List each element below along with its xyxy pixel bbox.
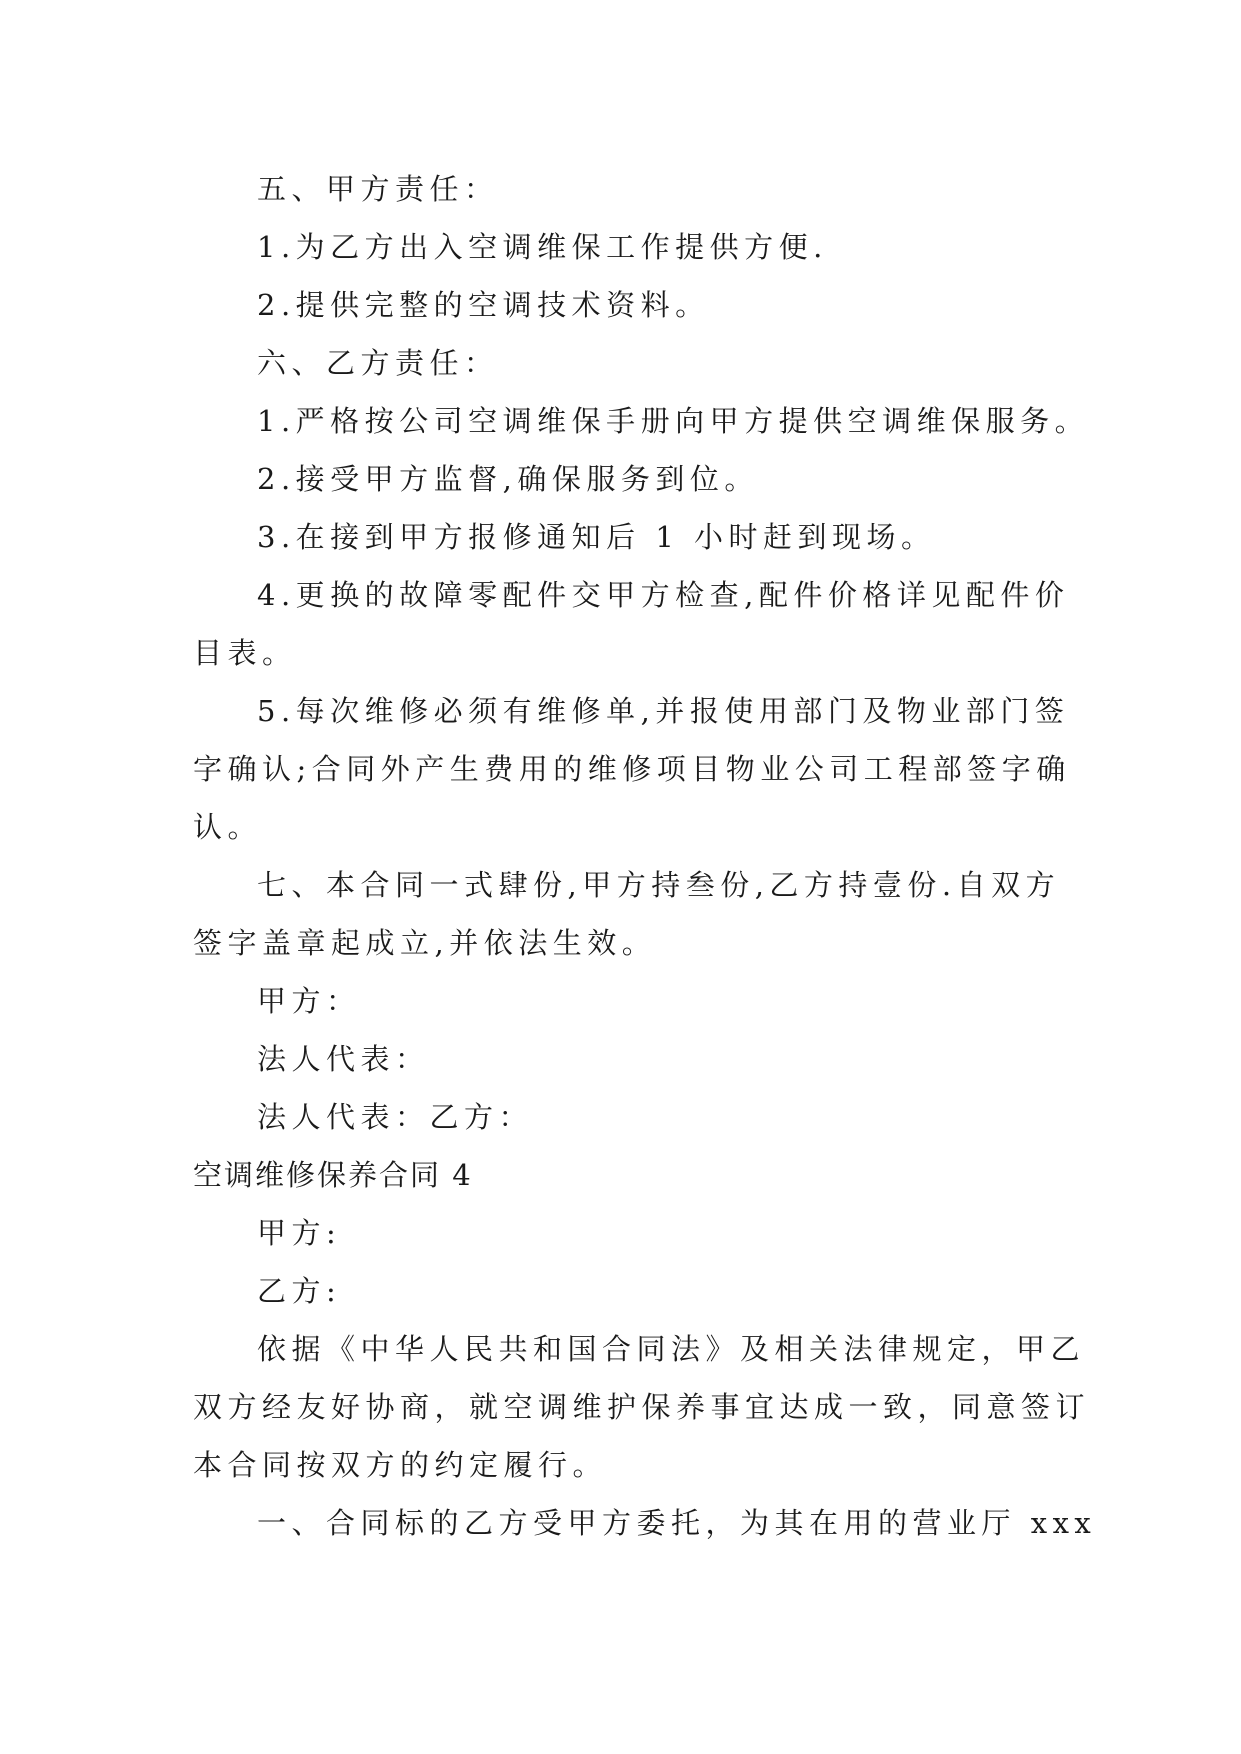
signature-party-a: 甲方： — [257, 984, 361, 1018]
section-heading-subject: 一、合同标的乙方受甲方委托，为其在用的营业厅 xxx — [257, 1506, 1097, 1540]
paragraph-line: 4.更换的故障零配件交甲方检查,配件价格详见配件价 — [257, 578, 1070, 612]
contract-title: 空调维修保养合同 4 — [193, 1158, 473, 1192]
document-body — [193, 160, 1097, 1552]
paragraph-line: 1.严格按公司空调维保手册向甲方提供空调维保服务。 — [257, 404, 1090, 438]
section-heading-party-a-duties: 五、甲方责任： — [257, 172, 499, 206]
paragraph-line: 目表。 — [193, 636, 297, 670]
party-b-label: 乙方: — [257, 1274, 342, 1308]
paragraph-line: 2.提供完整的空调技术资料。 — [257, 288, 710, 322]
paragraph-line: 签字盖章起成立,并依法生效。 — [193, 926, 657, 960]
paragraph-line: 本合同按双方的约定履行。 — [193, 1448, 608, 1482]
paragraph-line: 3.在接到甲方报修通知后 1 小时赶到现场。 — [257, 520, 936, 554]
paragraph-line: 1.为乙方出入空调维保工作提供方便. — [257, 230, 828, 264]
section-heading-party-b-duties: 六、乙方责任： — [257, 346, 499, 380]
paragraph-line: 5.每次维修必须有维修单,并报使用部门及物业部门签 — [257, 694, 1070, 728]
paragraph-line: 认。 — [193, 810, 263, 844]
paragraph-line: 字确认;合同外产生费用的维修项目物业公司工程部签字确 — [193, 752, 1071, 786]
party-a-label: 甲方: — [257, 1216, 342, 1250]
section-heading-copies: 七、本合同一式肆份,甲方持叁份,乙方持壹份.自双方 — [257, 868, 1061, 902]
signature-legal-rep-party-b: 法人代表：乙方： — [257, 1100, 534, 1134]
paragraph-line: 双方经友好协商，就空调维护保养事宜达成一致，同意签订 — [193, 1390, 1091, 1424]
paragraph-line: 依据《中华人民共和国合同法》及相关法律规定，甲乙 — [257, 1332, 1086, 1366]
paragraph-line: 2.接受甲方监督,确保服务到位。 — [257, 462, 759, 496]
signature-legal-rep: 法人代表： — [257, 1042, 430, 1076]
